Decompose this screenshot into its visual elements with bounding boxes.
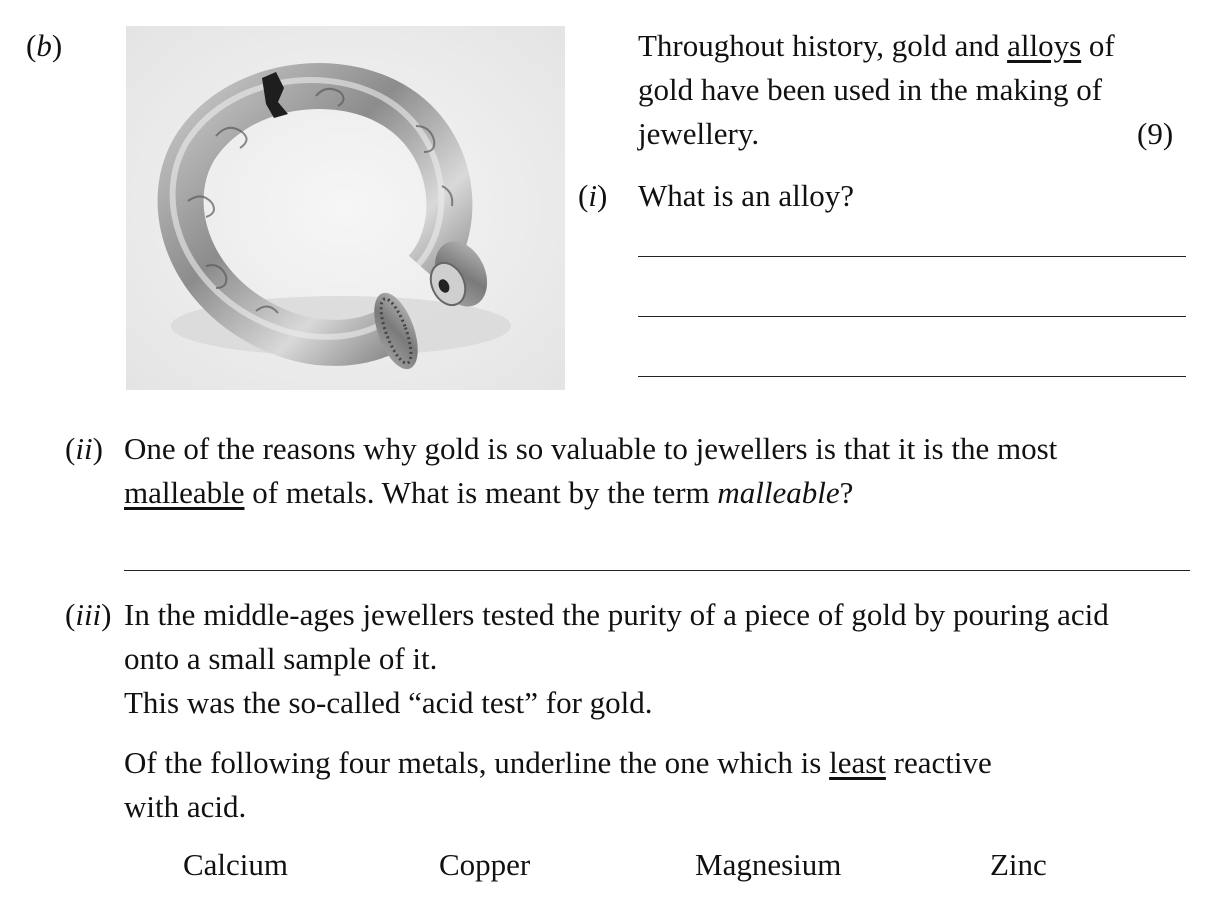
option-copper[interactable]: Copper — [439, 847, 531, 882]
intro-line-3: jewellery. — [638, 116, 760, 151]
term-malleable: malleable — [124, 475, 245, 510]
question-i-number: (i) — [578, 178, 608, 213]
marks-label: (9) — [1137, 116, 1174, 151]
question-i-text: What is an alloy? — [638, 178, 855, 213]
part-b-label: (b) — [26, 28, 63, 63]
answer-line-i-3[interactable] — [638, 376, 1186, 377]
term-alloys: alloys — [1007, 28, 1082, 63]
answer-line-ii[interactable] — [124, 570, 1190, 571]
gold-torc-bracelet-image — [126, 26, 565, 390]
question-iii-instruction-2: with acid. — [124, 789, 247, 824]
question-iii-line-3: This was the so-called “acid test” for gold. — [124, 685, 653, 720]
option-magnesium[interactable]: Magnesium — [695, 847, 842, 882]
option-zinc[interactable]: Zinc — [990, 847, 1047, 882]
question-ii-number: (ii) — [65, 431, 103, 466]
intro-line-2: gold have been used in the making of — [638, 72, 1103, 107]
question-iii-instruction-1: Of the following four metals, underline the one which is least reactive — [124, 745, 992, 780]
question-ii-line-2: malleable of metals. What is meant by the term malleable? — [124, 475, 854, 510]
question-ii-line-1: One of the reasons why gold is so valuable to jewellers is that it is the most — [124, 431, 1058, 466]
question-iii-line-1: In the middle-ages jewellers tested the purity of a piece of gold by pouring acid — [124, 597, 1109, 632]
question-iii-line-2: onto a small sample of it. — [124, 641, 438, 676]
intro-line-1: Throughout history, gold and alloys of — [638, 28, 1115, 63]
option-calcium[interactable]: Calcium — [183, 847, 289, 882]
term-least: least — [829, 745, 886, 780]
answer-line-i-2[interactable] — [638, 316, 1186, 317]
answer-line-i-1[interactable] — [638, 256, 1186, 257]
question-iii-number: (iii) — [65, 597, 112, 632]
